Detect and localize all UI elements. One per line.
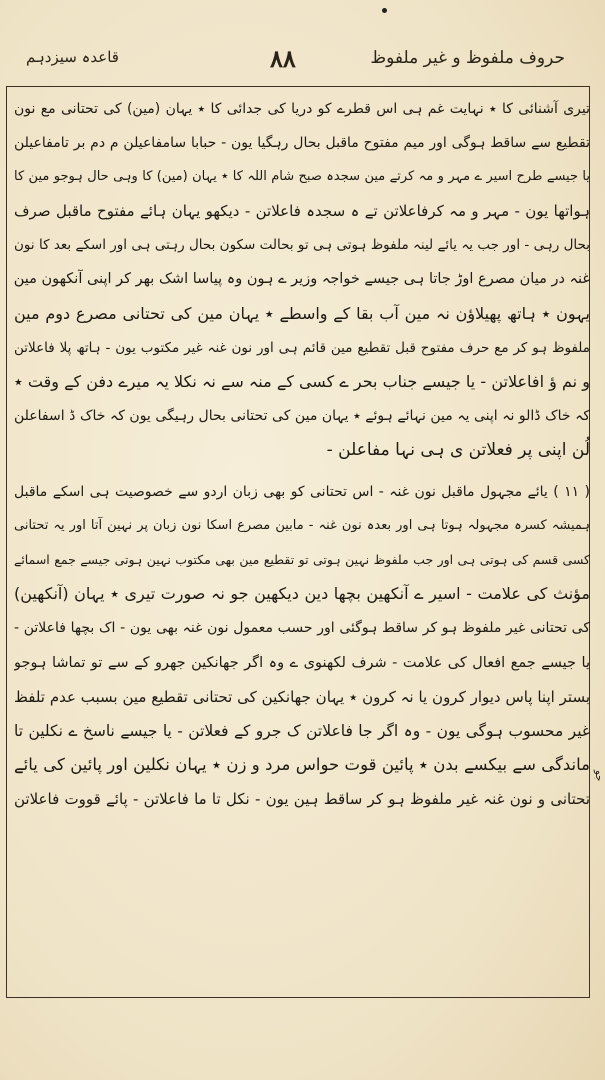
text-line: غیر محسوب ہوگی یون - وہ اگر جا فاعلاتن ک جرو کے فعلاتن - یا جیسے ناسخ ے نکلین تا	[14, 721, 590, 740]
text-line: تحتانی و نون غنہ غیر ملفوظ ہو کر ساقط ہین یون - نکل تا ما فاعلاتن - پائے قووت فاعلاتن	[14, 789, 590, 808]
page-number: ۸۸	[270, 44, 296, 73]
text-line: کسی قسم کی ہوتی ہی اور جب ملفوظ نہین ہوتی تو تقطیع مین بھی مکتوب نہین ہوتی جیسے جمع اسمائے	[14, 552, 590, 568]
text-line: ( ۱۱ ) یائے مجہول ماقبل نون غنہ - اس تحتانی کو بھی زبان اردو سے خصوصیت ہی اسکے ماقبل	[14, 484, 590, 501]
text-line: بستر اپنا پاس دیوار کرون یا نہ کرون ٭ یہان جھانکین کی تحتانی تقطیع مین بسبب عدم تلفظ	[14, 687, 590, 706]
body-text	[14, 92, 590, 816]
text-line: کہ خاک ڈالو نہ اپنی یہ مین نہائے ہوئے ٭ یہان مین کی تحتانی بحال رہیگی یون کہ خاک ڈ اسفاعلن	[14, 407, 590, 424]
section-title: قاعدہ سیزدہم	[26, 48, 119, 66]
text-line: مؤنث کی علامت - اسیر ے آنکھین بچھا دین دیکھین جو نہ صورت تیری ٭ یہان (آنکھین)	[14, 584, 590, 604]
text-line: یا جیسے جمع افعال کی علامت - شرف لکھنوی ے وہ اگر جھانکین جھرو کے سے تو تماشا ہوجو	[14, 654, 590, 671]
text-line: تیری آشنائی کا ٭ نہایت غم ہی اس قطرے کو دریا کی جدائی کا ٭ یہان (مین) کی تحتانی مع نون	[14, 101, 590, 117]
text-line: کی تحتانی غیر ملفوظ ہو کر ساقط ہوگئی اور حسب معمول نون غنہ بھی یون - اک بچھا فاعلاتن -	[14, 620, 590, 637]
text-line: غنہ در میان مصرع اوڑ جاتا ہی جیسے خواجہ وزیر ے ہون وہ پیاسا اشک بھر کر اپنی آنکھون مین	[14, 271, 590, 288]
text-line: ملفوظ ہو کر مع حرف مفتوح قبل تقطیع مین قائم ہی اور نون غنہ غیر مکتوب یون - ہاتھ پلا فاعلاتن	[14, 339, 590, 356]
text-line: یہون ٭ ہاتھ پھیلاؤن نہ مین آب بقا کے واسطے ٭ یہان مین کی تحتانی مصرع دوم مین	[14, 303, 590, 323]
text-line: ہواتھا یون - مہر و مہ کرفاعلاتن تے ہ سجدہ فاعلاتن - دیکھو یہان ہائے مفتوح ماقبل صرف	[14, 202, 590, 221]
margin-note: جو	[593, 770, 604, 782]
text-line: و نم ؤ افاعلاتن - یا جیسے جناب بحر ے کسی کے منہ سے نہ نکلا یہ میرے دفن کے وقت ٭	[14, 371, 590, 391]
text-line: یا جیسے طرح اسیر ے مہر و مہ کرتے مین سجدہ صبح شام اللہ کا ٭ یہان (مین) کا وہی حال ہوجو مین کا	[14, 169, 590, 185]
text-line: ماندگی سے بیکسے بدن ٭ پائین قوت حواس مرد و زن ٭ یہان نکلین اور پائین کی یائے	[14, 754, 590, 774]
text-line: تقطیع سے ساقط ہوگی اور میم مفتوح ماقبل بحال رہگیا یون - حبابا سامفاعیلن م دم بر تامفاعیلن	[14, 135, 590, 152]
text-line: ہمیشہ کسرہ مجہولہ ہوتا ہی اور بعدہ نون غنہ - مابین مصرع اسکا نون زبان پر نہین آتا اور یہ تحتانی	[14, 518, 590, 534]
ink-dot	[382, 8, 387, 13]
running-title: حروف ملفوظ و غیر ملفوظ	[370, 48, 565, 68]
text-line: بحال رہی - اور جب یہ یائے لینہ ملفوظ ہوتی ہی تو بحالت سکون بحال رہتی ہی اور اسکے بعد کا نون	[14, 237, 590, 254]
text-line: لُن اپنی پر فعلاتن ی ہی نہا مفاعلن -	[326, 439, 590, 460]
page-header	[0, 44, 605, 84]
